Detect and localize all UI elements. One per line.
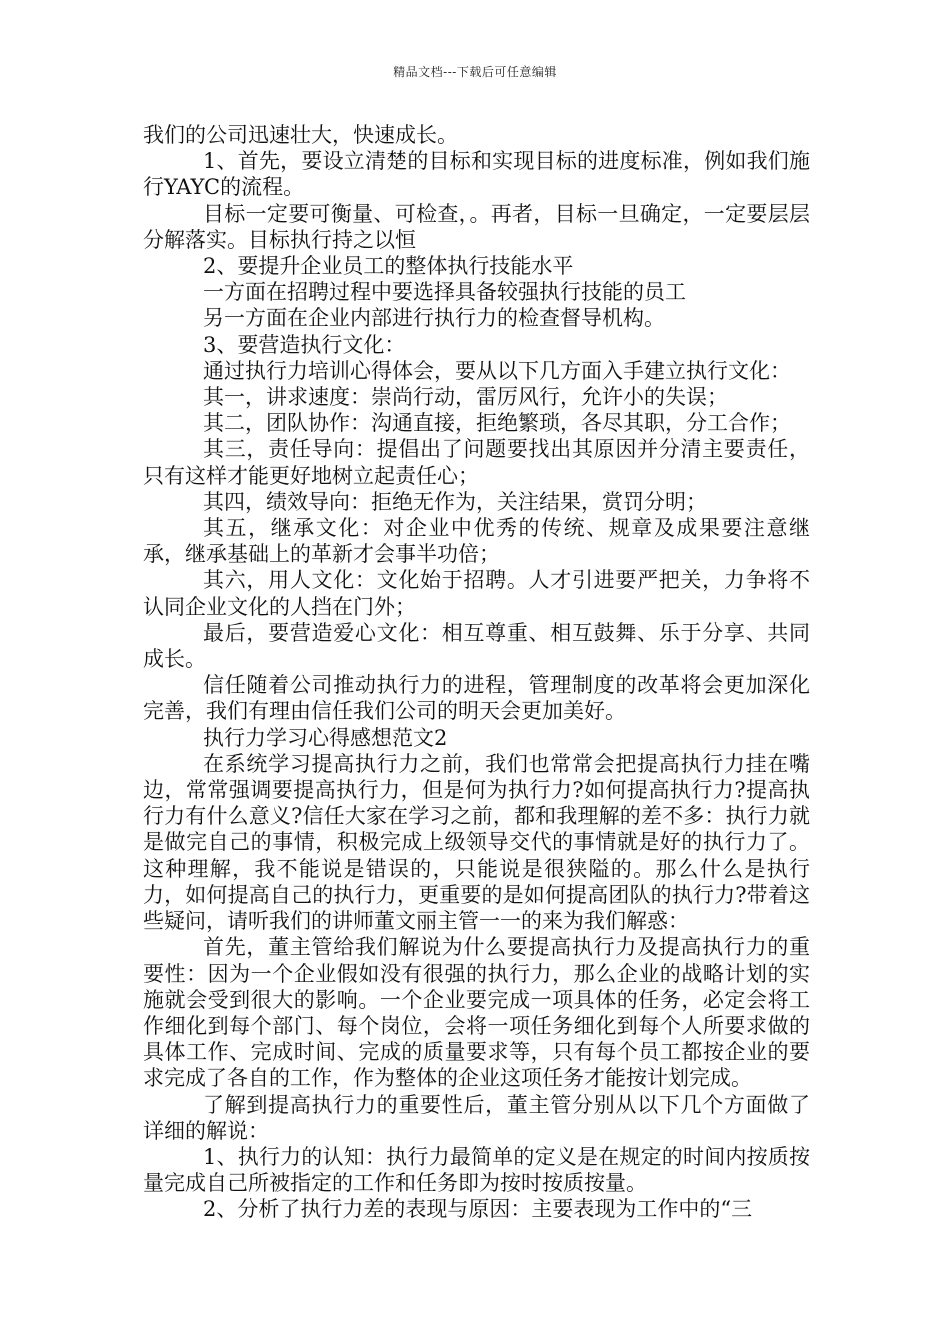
paragraph: 另一方面在企业内部进行执行力的检查督导机构。	[203, 306, 665, 331]
paragraph: 其三，责任导向：提倡出了问题要找出其原因并分清主要责任，只有这样才能更好地树立起责任心；	[143, 437, 810, 488]
paragraph: 2、要提升企业员工的整体执行技能水平	[203, 254, 574, 279]
paragraph: 目标一定要可衡量、可检查，。再者，目标一旦确定，一定要层层分解落实。目标执行持之以恒	[143, 201, 810, 252]
paragraph: 1、首先，要设立清楚的目标和实现目标的进度标准，例如我们施行YAYC的流程。	[143, 149, 810, 200]
paragraph: 其六，用人文化：文化始于招聘。人才引进要严把关，力争将不认同企业文化的人挡在门外；	[143, 568, 810, 619]
paragraph: 首先，董主管给我们解说为什么要提高执行力及提高执行力的重要性：因为一个企业假如没有很强的执行力，那么企业的战略计划的实施就会受到很大的影响。一个企业要完成一项具体的任务，必定会将工作细化到每个部门、每个岗位，会将一项任务细化到每个人所要求做的具体工作、完成时间、完成的质量要求等，只有每个员工都按企业的要求完成了各自的工作，作为整体的企业这项任务才能按计划完成。	[143, 935, 810, 1091]
paragraph: 了解到提高执行力的重要性后，董主管分别从以下几个方面做了详细的解说：	[143, 1092, 810, 1143]
paragraph: 我们的公司迅速壮大，快速成长。	[143, 123, 458, 147]
paragraph: 信任随着公司推动执行力的进程，管理制度的改革将会更加深化完善，我们有理由信任我们公司的明天会更加美好。	[143, 673, 810, 724]
section-heading: 执行力学习心得感想范文2	[203, 725, 448, 750]
paragraph: 其五，继承文化：对企业中优秀的传统、规章及成果要注意继承，继承基础上的革新才会事半功倍；	[143, 516, 810, 567]
paragraph: 2、分析了执行力差的表现与原因：主要表现为工作中的“三	[203, 1197, 753, 1222]
paragraph: 通过执行力培训心得体会，要从以下几方面入手建立执行文化：	[203, 358, 791, 383]
paragraph: 最后，要营造爱心文化：相互尊重、相互鼓舞、乐于分享、共同成长。	[143, 620, 810, 672]
paragraph: 其一，讲求速度：崇尚行动，雷厉风行，允许小的失误；	[203, 385, 728, 410]
document-body	[143, 122, 810, 1223]
paragraph: 其四，绩效导向：拒绝无作为，关注结果，赏罚分明；	[203, 489, 707, 514]
paragraph: 其二，团队协作：沟通直接，拒绝繁琐，各尽其职，分工合作；	[203, 411, 791, 436]
paragraph: 1、执行力的认知：执行力最简单的定义是在规定的时间内按质按量完成自己所被指定的工作和任务即为按时按质按量。	[143, 1144, 810, 1196]
page-header: 精品文档---下载后可任意编辑	[393, 65, 557, 79]
paragraph: 一方面在招聘过程中要选择具备较强执行技能的员工	[203, 280, 686, 305]
paragraph: 3、要营造执行文化：	[203, 332, 406, 357]
paragraph: 在系统学习提高执行力之前，我们也常常会把提高执行力挂在嘴边，常常强调要提高执行力，但是何为执行力?如何提高执行力?提高执行力有什么意义?信任大家在学习之前，都和我理解的差不多：执行力就是做完自己的事情，积极完成上级领导交代的事情就是好的执行力了。这种理解，我不能说是错误的，只能说是很狭隘的。那么什么是执行力，如何提高自己的执行力，更重要的是如何提高团队的执行力?带着这些疑问，请听我们的讲师董文丽主管一一的来为我们解惑：	[143, 751, 810, 934]
